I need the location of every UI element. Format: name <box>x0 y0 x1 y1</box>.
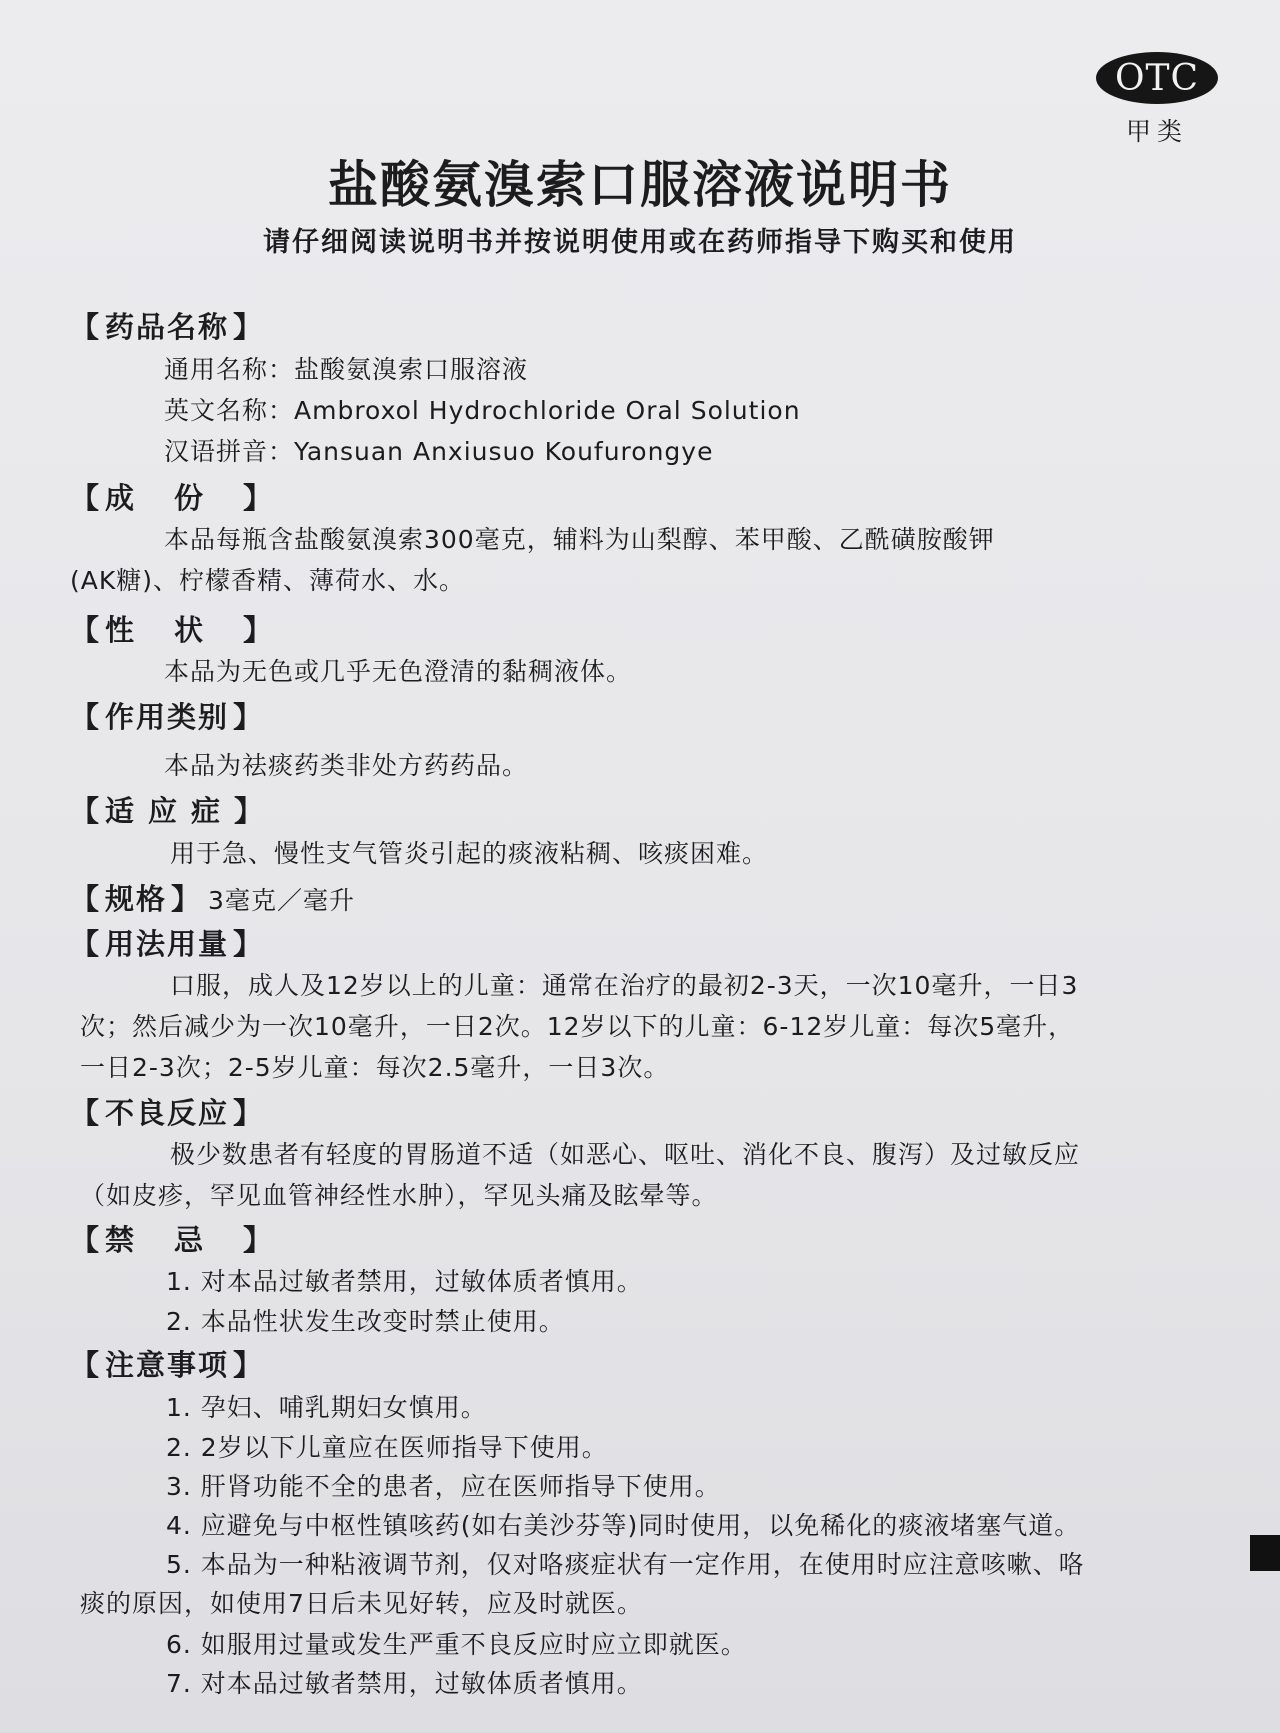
heading-drug-name: 【 药品名称 】 <box>70 310 265 344</box>
contraindication-item: 2. 本品性状发生改变时禁止使用。 <box>166 1307 565 1336</box>
heading-contraindications: 【 禁忌】 <box>70 1223 275 1257</box>
dosage-line-3: 一日2-3次；2-5岁儿童：每次2.5毫升，一日3次。 <box>80 1053 670 1082</box>
heading-spec: 【 规格 】 3毫克／毫升 <box>70 882 355 916</box>
document-title: 盐酸氨溴索口服溶液说明书 <box>328 156 952 214</box>
precaution-item: 4. 应避免与中枢性镇咳药(如右美沙芬等)同时使用，以免稀化的痰液堵塞气道。 <box>166 1511 1081 1540</box>
precaution-item: 1. 孕妇、哺乳期妇女慎用。 <box>166 1393 487 1422</box>
ingredients-line-2: (AK糖)、柠檬香精、薄荷水、水。 <box>70 566 466 595</box>
heading-dosage: 【 用法用量 】 <box>70 927 265 961</box>
precaution-item: 7. 对本品过敏者禁用，过敏体质者慎用。 <box>166 1669 643 1698</box>
precaution-item: 2. 2岁以下儿童应在医师指导下使用。 <box>166 1433 608 1462</box>
otc-logo: OTC <box>1096 52 1218 104</box>
category-text: 本品为祛痰药类非处方药药品。 <box>164 751 529 780</box>
appearance-text: 本品为无色或几乎无色澄清的黏稠液体。 <box>164 657 633 686</box>
spec-value: 3毫克／毫升 <box>208 886 355 915</box>
adverse-line-2: （如皮疹，罕见血管神经性水肿），罕见头痛及眩晕等。 <box>80 1181 718 1210</box>
otc-category: 甲类 <box>1126 117 1189 146</box>
dosage-line-1: 口服，成人及12岁以上的儿童：通常在治疗的最初2-3天，一次10毫升，一日3 <box>170 971 1079 1000</box>
document-subtitle: 请仔细阅读说明书并按说明使用或在药师指导下购买和使用 <box>263 227 1017 258</box>
precaution-item: 6. 如服用过量或发生严重不良反应时应立即就医。 <box>166 1630 747 1659</box>
heading-ingredients: 【 成份】 <box>70 481 275 515</box>
pinyin-name: 汉语拼音：Yansuan Anxiusuo Koufurongye <box>164 437 714 466</box>
heading-adverse: 【 不良反应 】 <box>70 1096 265 1130</box>
ingredients-line-1: 本品每瓶含盐酸氨溴索300毫克，辅料为山梨醇、苯甲酸、乙酰磺胺酸钾 <box>164 525 995 554</box>
adverse-line-1: 极少数患者有轻度的胃肠道不适（如恶心、呕吐、消化不良、腹泻）及过敏反应 <box>170 1140 1081 1169</box>
heading-indications: 【 适应症】 <box>70 794 266 828</box>
edge-marker <box>1250 1535 1280 1571</box>
contraindication-item: 1. 对本品过敏者禁用，过敏体质者慎用。 <box>166 1267 643 1296</box>
english-name: 英文名称：Ambroxol Hydrochloride Oral Solution <box>164 396 801 425</box>
indications-text: 用于急、慢性支气管炎引起的痰液粘稠、咳痰困难。 <box>170 839 769 868</box>
heading-precautions: 【 注意事项 】 <box>70 1348 265 1382</box>
precaution-item-continued: 痰的原因，如使用7日后未见好转，应及时就医。 <box>80 1589 643 1618</box>
heading-appearance: 【 性状】 <box>70 613 275 647</box>
dosage-line-2: 次；然后减少为一次10毫升，一日2次。12岁以下的儿童：6-12岁儿童：每次5毫升， <box>80 1012 1075 1041</box>
precaution-item: 3. 肝肾功能不全的患者，应在医师指导下使用。 <box>166 1472 721 1501</box>
heading-category: 【 作用类别 】 <box>70 700 265 734</box>
generic-name: 通用名称：盐酸氨溴索口服溶液 <box>164 355 529 384</box>
precaution-item: 5. 本品为一种粘液调节剂，仅对咯痰症状有一定作用，在使用时应注意咳嗽、咯 <box>166 1550 1085 1579</box>
